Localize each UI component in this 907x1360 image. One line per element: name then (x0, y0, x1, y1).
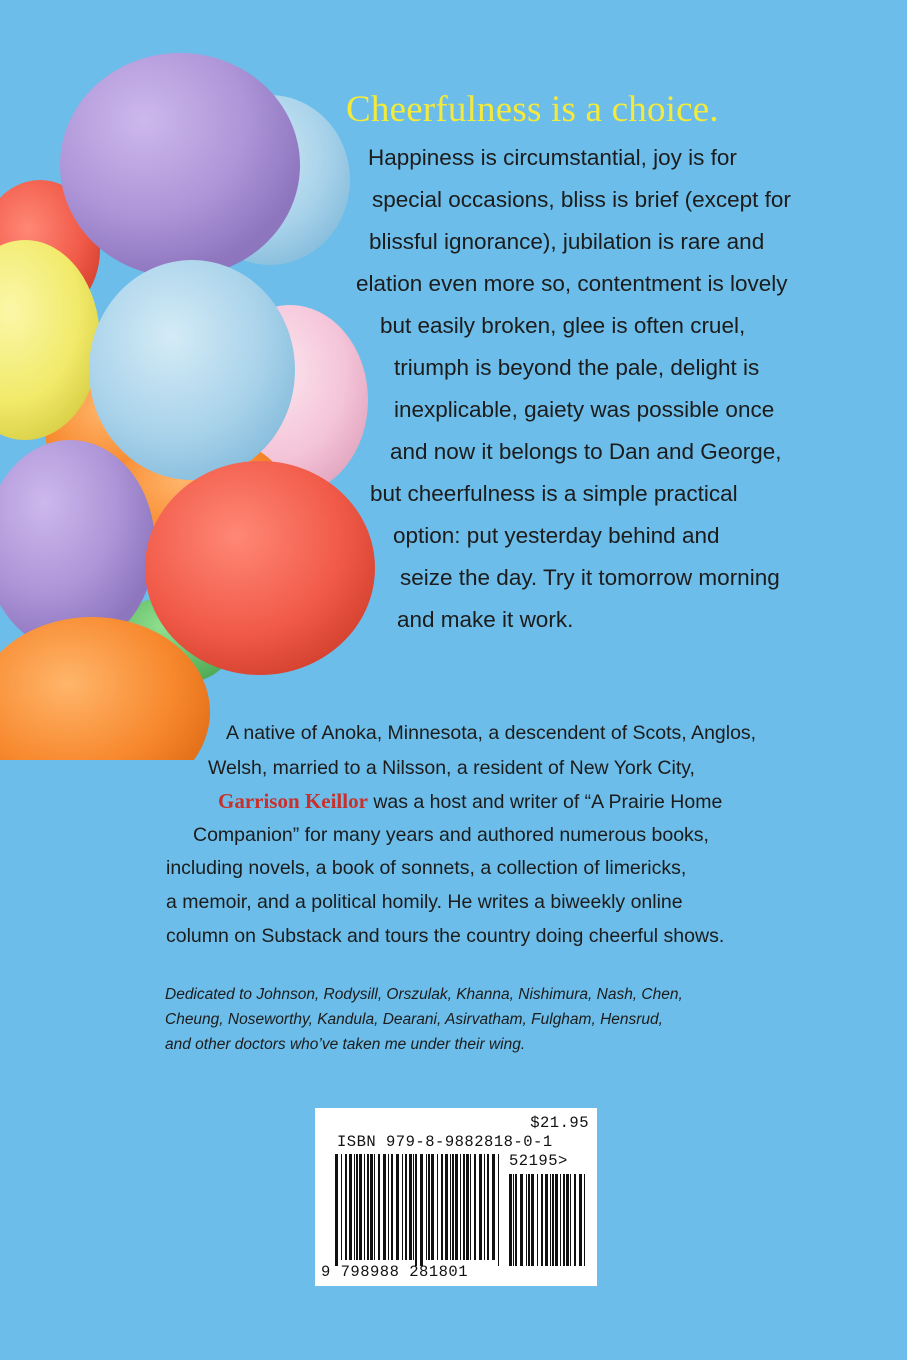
barcode-bar (498, 1154, 499, 1266)
barcode-addon-digits: 52195> (509, 1152, 568, 1170)
balloon-red-right (145, 461, 375, 675)
barcode-bar (584, 1174, 585, 1266)
barcode-bar (515, 1174, 517, 1266)
barcode-bar (405, 1154, 407, 1260)
barcode-bar (545, 1174, 548, 1266)
barcode-bar (487, 1154, 489, 1260)
barcode-bar (402, 1154, 403, 1260)
blurb-line: Happiness is circumstantial, joy is for (368, 145, 737, 170)
blurb-line: but cheerfulness is a simple practical (370, 481, 738, 506)
blurb-line: blissful ignorance), jubilation is rare and (369, 229, 765, 254)
barcode-bar (374, 1154, 375, 1260)
barcode-bar (484, 1154, 485, 1260)
barcode-bar (570, 1174, 571, 1266)
barcode-bar (437, 1154, 438, 1260)
barcode-bar (541, 1174, 543, 1266)
barcode-bar (552, 1174, 554, 1266)
barcode-bar (574, 1174, 576, 1266)
barcode-bar (555, 1174, 558, 1266)
barcode-bar (383, 1154, 386, 1260)
blurb-line: and now it belongs to Dan and George, (390, 439, 782, 464)
barcode-bar (563, 1174, 565, 1266)
barcode-bar (415, 1154, 417, 1266)
blurb-line: special occasions, bliss is brief (except for (372, 187, 791, 212)
blurb-line: inexplicable, gaiety was possible once (394, 397, 775, 422)
barcode-bar (492, 1154, 495, 1260)
barcode-bar (335, 1154, 338, 1266)
author-name: Garrison Keillor (218, 789, 368, 813)
barcode-bar (409, 1154, 412, 1260)
barcode-bar (560, 1174, 561, 1266)
blurb-line: elation even more so, contentment is lovely (356, 271, 788, 296)
barcode-bar (391, 1154, 393, 1260)
barcode-bar (428, 1154, 430, 1260)
bio-line-rest: was a host and writer of “A Prairie Home (367, 791, 723, 813)
barcode-bar (513, 1174, 514, 1266)
barcode-bar (367, 1154, 369, 1260)
barcode-bar (341, 1154, 342, 1260)
bio-line: including novels, a book of sonnets, a collection of limericks, (166, 857, 687, 879)
blurb-line: triumph is beyond the pale, delight is (394, 355, 760, 380)
barcode-ean-digits: 9 798988 281801 (321, 1263, 469, 1281)
headline: Cheerfulness is a choice. (346, 89, 719, 130)
barcode-bar (579, 1174, 582, 1266)
bio-line: column on Substack and tours the country doing cheerful shows. (166, 925, 725, 947)
barcode-bar (420, 1154, 423, 1266)
barcode-isbn-label: ISBN 979-8-9882818-0-1 (337, 1133, 553, 1151)
barcode-bar (452, 1154, 454, 1260)
barcode-bar (526, 1174, 527, 1266)
barcode-bar (455, 1154, 458, 1260)
barcode-bar (445, 1154, 448, 1260)
barcode-bar (566, 1174, 569, 1266)
isbn-barcode-box (315, 1108, 597, 1286)
barcode-bar (550, 1174, 551, 1266)
barcode-bar (370, 1154, 373, 1260)
barcode-bar (378, 1154, 380, 1260)
bio-line: a memoir, and a political homily. He writes a biweekly online (166, 891, 683, 913)
barcode-bar (356, 1154, 358, 1260)
bio-line: A native of Anoka, Minnesota, a descendent of Scots, Anglos, (226, 722, 757, 744)
barcode-bar (426, 1154, 427, 1260)
barcode-bar (450, 1154, 451, 1260)
barcode-bar (460, 1154, 461, 1260)
barcode-bar (463, 1154, 465, 1260)
barcode-bar (537, 1174, 538, 1266)
blurb-line: option: put yesterday behind and (393, 523, 720, 548)
balloon-purple-top (60, 53, 300, 277)
barcode-bar (470, 1154, 471, 1260)
barcode-bar (474, 1154, 476, 1260)
barcode-bar (413, 1154, 414, 1260)
barcode-bar (364, 1154, 365, 1260)
barcode-bar (396, 1154, 399, 1260)
barcode-bar (359, 1154, 362, 1260)
barcode-bar (441, 1154, 443, 1260)
blurb-line: but easily broken, glee is often cruel, (380, 313, 746, 338)
balloon-blue-center (89, 260, 295, 480)
barcode-bar (531, 1174, 534, 1266)
barcode-bar (479, 1154, 482, 1260)
bio-line: Companion” for many years and authored numerous books, (193, 824, 709, 846)
dedication-line: Cheung, Noseworthy, Kandula, Dearani, Asirvatham, Fulgham, Hensrud, (165, 1011, 663, 1028)
barcode-bar (466, 1154, 469, 1260)
barcode-bar (354, 1154, 355, 1260)
barcode-bar (509, 1174, 512, 1266)
dedication-line: Dedicated to Johnson, Rodysill, Orszulak, Khanna, Nishimura, Nash, Chen, (165, 986, 683, 1003)
blurb-line: seize the day. Try it tomorrow morning (400, 565, 780, 590)
bio-line (218, 788, 722, 815)
barcode-bar (345, 1154, 347, 1260)
barcode-bar (388, 1154, 389, 1260)
blurb-line: and make it work. (397, 607, 574, 632)
dedication-line: and other doctors who’ve taken me under their wing. (165, 1036, 526, 1053)
barcode-price: $21.95 (530, 1114, 589, 1132)
barcode-bar (349, 1154, 352, 1260)
barcode-bar (520, 1174, 523, 1266)
barcode-bar (528, 1174, 530, 1266)
barcode-bar (431, 1154, 434, 1260)
bio-line: Welsh, married to a Nilsson, a resident of New York City, (208, 757, 695, 779)
